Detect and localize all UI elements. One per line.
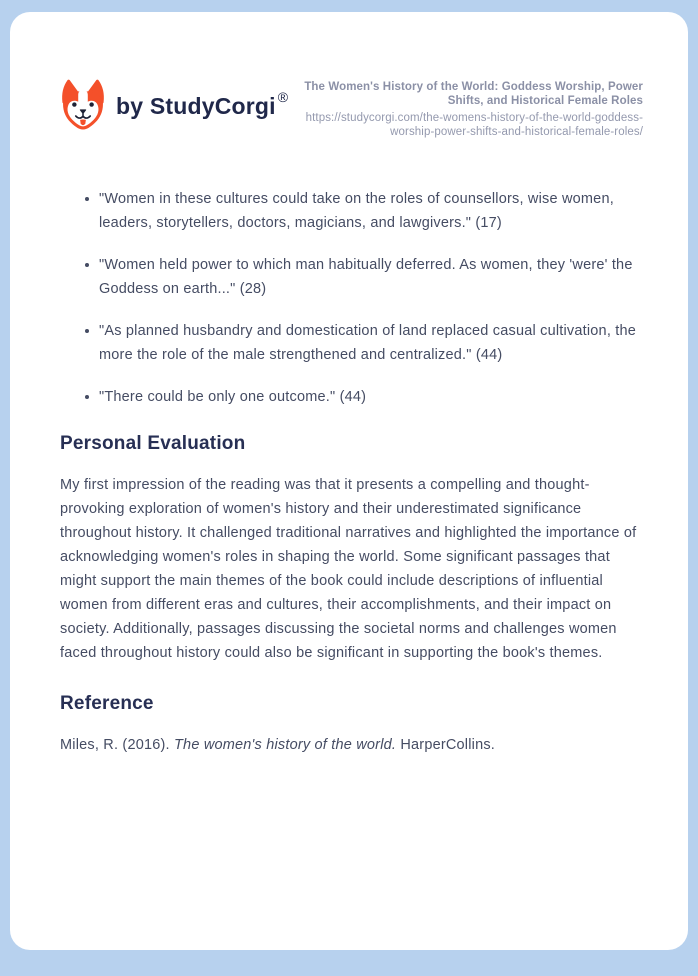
brand-wordmark [116, 88, 289, 120]
brand-logo-group [60, 78, 288, 134]
header [60, 78, 643, 139]
citation-publisher: HarperCollins. [396, 737, 496, 753]
reference-citation [60, 733, 643, 757]
quote-text: "There could be only one outcome." (44) [99, 389, 367, 405]
citation-author-year: Miles, R. (2016). [60, 737, 174, 753]
registered-trademark-symbol: ® [277, 88, 289, 105]
section-heading-personal-evaluation: Personal Evaluation [60, 433, 246, 454]
bullet-dot-icon [85, 395, 89, 399]
document-url: https://studycorgi.com/the-womens-history-of-the-world-goddess-worship-power-shifts-and-historical-female-roles/ [305, 112, 643, 138]
quote-item [85, 187, 643, 235]
personal-evaluation-text: My first impression of the reading was that it presents a compelling and thought-provoking exploration of women's history and their underestimated significance throughout history. It challenged traditional narratives and highlighted the importance of acknowledging women's roles in shaping the world. Some significant passages that might support the main themes of the book could include descriptions of influential women from different eras and cultures, their accomplishments, and their impact on society. Additionally, passages discussing the societal norms and challenges women faced throughout history could also be significant in supporting the book's themes. [60, 477, 637, 661]
citation-book-title: The women's history of the world. [174, 737, 397, 753]
document-title-block [298, 80, 643, 139]
quote-list [60, 187, 643, 409]
bullet-dot-icon [85, 197, 89, 201]
quote-item [85, 319, 643, 367]
quote-item [85, 253, 643, 301]
bullet-dot-icon [85, 329, 89, 333]
quote-item [85, 385, 643, 409]
brand-label: by StudyCorgi [116, 92, 276, 119]
bullet-dot-icon [85, 263, 89, 267]
corgi-logo-icon [60, 78, 106, 134]
quote-text: "Women in these cultures could take on the roles of counsellors, wise women, leaders, storytellers, doctors, magicians, and lawgivers." (17) [99, 191, 614, 231]
section-heading-reference: Reference [60, 693, 154, 714]
document-card [10, 12, 688, 950]
document-title: The Women's History of the World: Goddess Worship, Power Shifts, and Historical Female Roles [304, 81, 643, 107]
quote-text: "As planned husbandry and domestication of land replaced casual cultivation, the more the role of the male strengthened and centralized." (44) [99, 323, 637, 363]
quote-text: "Women held power to which man habitually deferred. As women, they 'were' the Goddess on earth..." (28) [99, 257, 633, 297]
